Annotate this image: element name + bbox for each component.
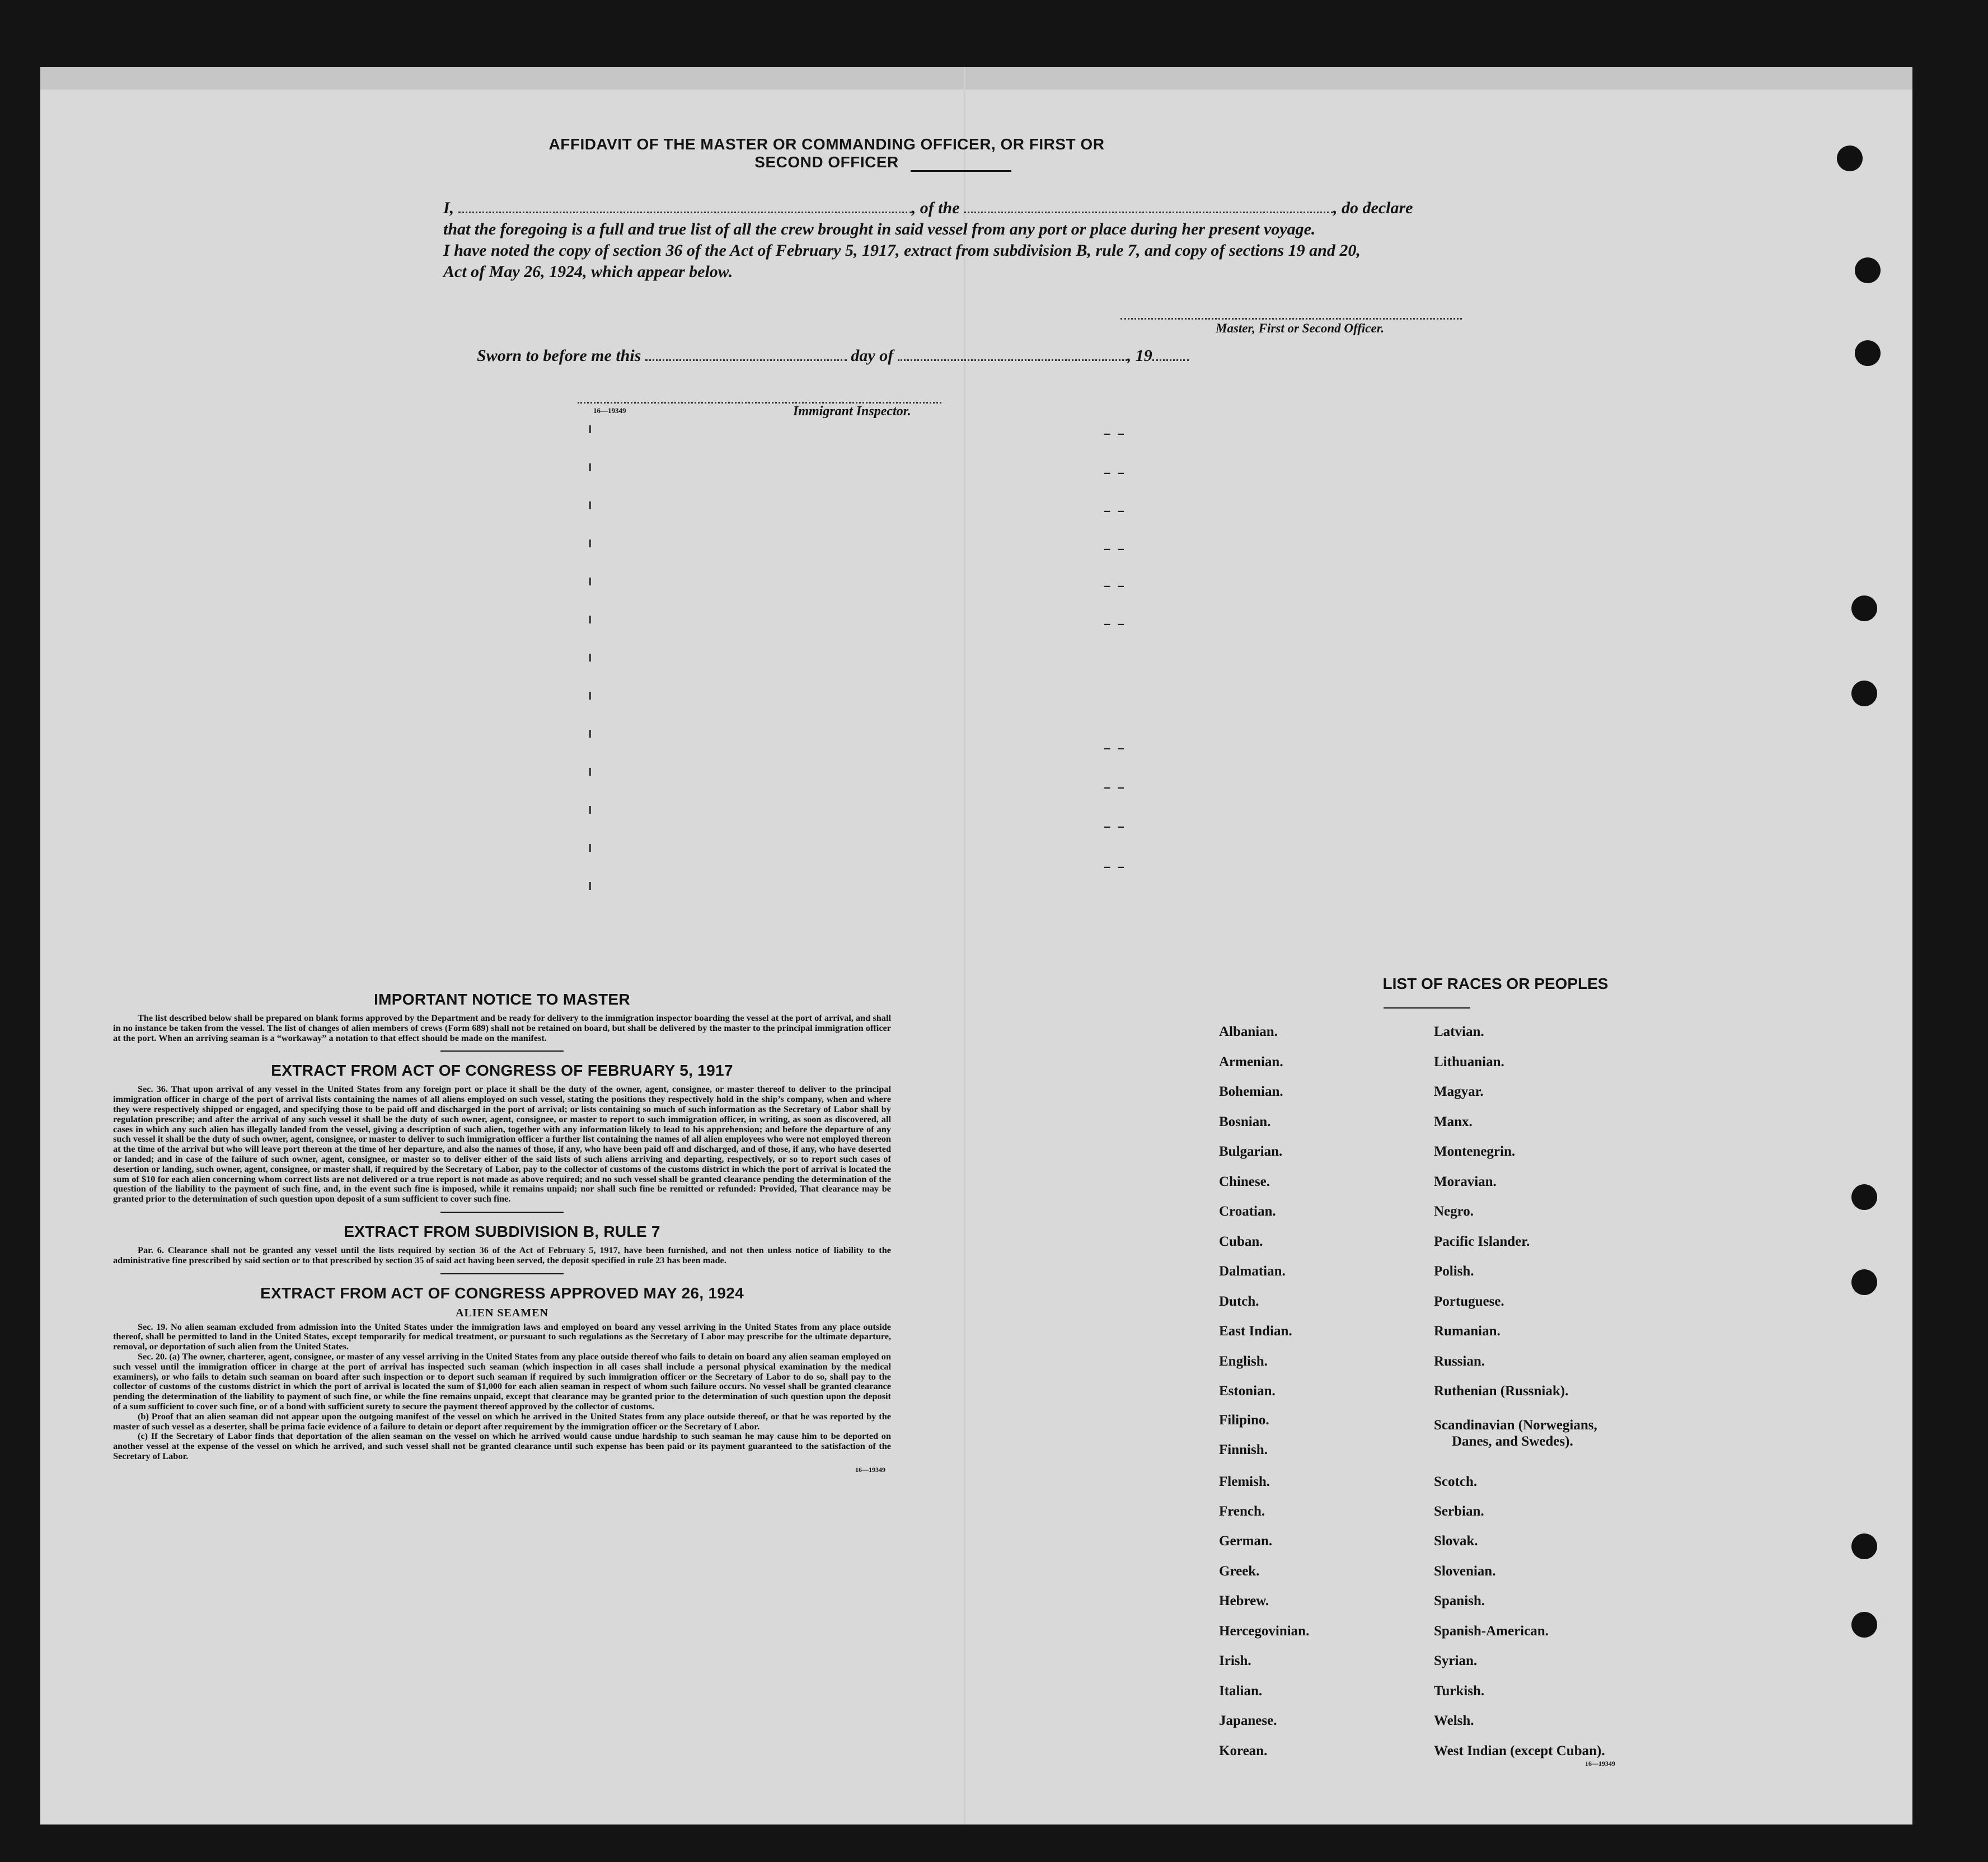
race-item: Polish.: [1434, 1264, 1474, 1279]
bleed-through-dash: – –: [1104, 466, 1124, 480]
race-item: Slovenian.: [1434, 1564, 1496, 1579]
race-item: Rumanian.: [1434, 1324, 1501, 1339]
race-item: Armenian.: [1219, 1054, 1283, 1070]
extract-1924-heading: EXTRACT FROM ACT OF CONGRESS APPROVED MAY 26, 1924: [260, 1284, 744, 1302]
race-item: Filipino.: [1219, 1413, 1269, 1428]
extract-1917-text: Sec. 36. That upon arrival of any vessel in the United States from any foreign port or place it shall be the duty of the owner, agent, consignee, or master thereof to deliver to the principal immigration officer in charge of the port of arrival lists containing the names of all aliens employed on such vessel, stating the positions they respectively hold in the ship’s company, when and where they were respectively shipped or engaged, and specifying those to be paid off and discharged in the port of arrival; or lists containing so much of such information as the Secretary of Labor shall by regulation prescribe; and after the arrival of any such vessel it shall be the duty of such owner, agent, consignee, or master to report to such immigration officer, in writing, as soon as discovered, all cases in which any such alien has illegally landed from the vessel, giving a description of such alien, together with any information likely to lead to his apprehension; and before the departure of any such vessel it shall be the duty of such owner, agent, consignee, or master to deliver to such immigration officer a further list containing the names of all alien employees who were not employed thereon at the time of the arrival but who will leave port thereon at the time of her departure, and also the names of those, if any, who have been paid off and discharged, and of those, if any, who have deserted or landed; and in case of the failure of such owner, agent, consignee, or master so to deliver either of the said lists of such aliens arriving and departing, respectively, or so to report such cases of desertion or landing, such owner, agent, consignee, or master shall, if required by the Secretary of Labor, pay to the collector of customs of the customs district in which the port of arrival is located the sum of $10 for each alien concerning whom correct lists are not delivered or a true report is not made as above required; and no such vessel shall be granted clearance pending the determination of the question of the liability to the payment of such fine, and, in the event such fine is imposed, while it remains unpaid; nor shall such fine be remitted or refunded: Provided, That clearance may be granted prior to the determination of such question upon deposit of a sum sufficient to cover such fine.: [113, 1084, 891, 1204]
binder-hole: [1851, 681, 1877, 706]
race-item: Bohemian.: [1219, 1084, 1283, 1099]
bleed-through-dash: – –: [1104, 504, 1124, 518]
section-20a-text: Sec. 20. (a) The owner, charterer, agent, consignee, or master of any vessel arriving in the United States from any place outside thereof who fails to detain on board any alien seaman employed on such vessel until the immigration officer in charge at the port of arrival has inspected such seaman (which inspection in all cases shall include a personal physical examination by the medical examiners), or who fails to detain such seaman on board after such inspection or to deport such seaman if required by such immigration officer or the Secretary of Labor to do so, shall pay to the collector of customs of the customs district in which the port of arrival is located the sum of $1,000 for each alien seaman in respect of whom such failure occurs. No vessel shall be granted clearance pending the determination of the liability to payment of such fine, or while the fine remains unpaid, except that clearance may be granted prior to the determination of such question upon the deposit of a sum sufficient to cover such fine, or of a bond with sufficient surety to secure the payment thereof approved by the collector of customs.: [113, 1350, 891, 1411]
race-item: Spanish.: [1434, 1593, 1485, 1608]
bleed-through-dash: – –: [1104, 741, 1124, 755]
bleed-through-dash: – –: [1104, 542, 1124, 556]
race-item: Scotch.: [1434, 1474, 1478, 1489]
race-item: Pacific Islander.: [1434, 1234, 1530, 1249]
title-underline: [911, 170, 1011, 172]
race-item: Finnish.: [1219, 1442, 1268, 1457]
bleed-through-dash: – –: [1104, 426, 1124, 440]
binder-hole: [1851, 1184, 1877, 1210]
legal-text-column: [113, 991, 891, 1474]
binder-hole: [1851, 1269, 1877, 1295]
extract-rule7-heading: EXTRACT FROM SUBDIVISION B, RULE 7: [344, 1222, 660, 1240]
sworn-year-label: , 19: [1127, 346, 1152, 365]
extract-rule7-text: Par. 6. Clearance shall not be granted any vessel until the lists required by section 36 of the Act of February 5, 1917, have been furnished, and not then unless notice of liability to the administrative fine prescribed by said section or to that prescribed by section 35 of said act having been served, the deposit specified in rule 23 has been made.: [113, 1244, 891, 1265]
race-item: Korean.: [1219, 1743, 1268, 1758]
race-item: Syrian.: [1434, 1653, 1478, 1668]
affidavit-title: AFFIDAVIT OF THE MASTER OR COMMANDING OFFICER, OR FIRST OR SECOND OFFICER: [548, 135, 1105, 171]
declarant-name-field[interactable]: [458, 197, 912, 213]
race-item: Russian.: [1434, 1354, 1485, 1369]
declaration-line-2: that the foregoing is a full and true list of all the crew brought in said vessel from any port or place during her present voyage.: [443, 220, 1316, 238]
section-20c-text: (c) If the Secretary of Labor finds that deportation of the alien seaman on the vessel on which he arrived would cause undue hardship to such seaman he may cause him to be deported on another vessel at the expense of the vessel on which he arrived, and such vessel shall not be granted clearance until such expense has been paid or its payment guaranteed to the satisfaction of the Secretary of Labor.: [113, 1430, 891, 1461]
race-item: Dutch.: [1219, 1294, 1259, 1309]
sworn-year-field[interactable]: [1152, 345, 1189, 361]
declaration-line-1: [443, 197, 1523, 219]
race-item: Latvian.: [1434, 1024, 1484, 1039]
bleed-through-dash: – –: [1104, 579, 1124, 593]
race-item: Croatian.: [1219, 1204, 1276, 1219]
of-the-label: , of the: [911, 199, 960, 217]
sworn-day-field[interactable]: [645, 345, 847, 361]
race-item: West Indian (except Cuban).: [1434, 1743, 1605, 1758]
bleed-through-dash: – –: [1104, 819, 1124, 833]
sworn-prefix: Sworn to before me this: [477, 346, 641, 365]
vessel-name-field[interactable]: [964, 197, 1333, 213]
section-separator: [440, 1273, 564, 1274]
declaration-line-4: Act of May 26, 1924, which appear below.: [443, 262, 733, 281]
bleed-through-dash: – –: [1104, 780, 1124, 794]
form-code: 16—19349: [855, 1465, 885, 1474]
race-item: Slovak.: [1434, 1533, 1478, 1549]
binder-hole: [1837, 146, 1863, 171]
race-item: French.: [1219, 1504, 1265, 1519]
race-item: Spanish-American.: [1434, 1624, 1549, 1639]
notice-heading: IMPORTANT NOTICE TO MASTER: [374, 991, 630, 1008]
race-item: Negro.: [1434, 1204, 1474, 1219]
race-item: Turkish.: [1434, 1683, 1485, 1699]
race-item: Danes, and Swedes).: [1452, 1434, 1573, 1449]
race-item: Manx.: [1434, 1114, 1473, 1129]
race-item: Portuguese.: [1434, 1294, 1504, 1309]
form-code: 16—19349: [1585, 1760, 1615, 1767]
inspector-signature-field[interactable]: [578, 402, 941, 404]
bleed-through-rule: [589, 425, 591, 895]
race-item: Albanian.: [1219, 1024, 1278, 1039]
race-item: Italian.: [1219, 1683, 1263, 1699]
notice-text: The list described below shall be prepared on blank forms approved by the Department and be ready for delivery to the immigration inspector boarding the vessel at the port of arrival, and shall in no instance be taken from the vessel. The list of changes of alien members of crews (Form 689) shall not be retained on board, but shall be delivered by the master to the principal immigration officer at the port. When an arriving seaman is a “workaway” a notation to that effect should be made on the manifest.: [113, 1012, 891, 1043]
do-declare-label: , do declare: [1333, 199, 1413, 217]
binder-hole: [1855, 257, 1881, 283]
binder-hole: [1851, 1612, 1877, 1638]
race-item: Magyar.: [1434, 1084, 1484, 1099]
race-item: Cuban.: [1219, 1234, 1263, 1249]
binder-hole: [1855, 340, 1881, 366]
race-item: Lithuanian.: [1434, 1054, 1504, 1070]
race-item: Hebrew.: [1219, 1593, 1269, 1608]
race-item: Moravian.: [1434, 1174, 1497, 1189]
affidavit-declaration: [443, 197, 1523, 283]
bleed-through-dash: – –: [1104, 860, 1124, 874]
section-20b-text: (b) Proof that an alien seaman did not appear upon the outgoing manifest of the vessel on which he arrived in the United States from any place outside thereof, or that he was reported by the master of such vessel as a deserter, shall be prima facie evidence of a failure to detain or deport after requirement by the immigration officer or the Secretary of Labor.: [113, 1410, 891, 1432]
race-item: Hercegovinian.: [1219, 1624, 1310, 1639]
sworn-day-of: day of: [851, 346, 894, 365]
race-item: Dalmatian.: [1219, 1264, 1286, 1279]
race-item: Ruthenian (Russniak).: [1434, 1383, 1569, 1399]
sworn-month-field[interactable]: [898, 345, 1127, 361]
race-item: English.: [1219, 1354, 1268, 1369]
bleed-through-dash: – –: [1104, 617, 1124, 631]
race-item: Japanese.: [1219, 1713, 1277, 1728]
race-item: East Indian.: [1219, 1324, 1292, 1339]
page-fold: [964, 67, 965, 1825]
binder-hole: [1851, 595, 1877, 621]
section-separator: [440, 1212, 564, 1213]
extract-1917-heading: EXTRACT FROM ACT OF CONGRESS OF FEBRUARY 5, 1917: [271, 1062, 733, 1080]
declaration-line-3: I have noted the copy of section 36 of the Act of February 5, 1917, extract from subdivision B, rule 7, and copy of sections 19 and 20,: [443, 241, 1361, 260]
race-item: Chinese.: [1219, 1174, 1270, 1189]
master-signature-field[interactable]: [1120, 318, 1462, 320]
race-item: Greek.: [1219, 1564, 1260, 1579]
sworn-line: [477, 345, 1189, 365]
race-item: Montenegrin.: [1434, 1144, 1516, 1159]
race-item: Bulgarian.: [1219, 1144, 1283, 1159]
race-item: Estonian.: [1219, 1383, 1276, 1399]
races-heading-underline: [1384, 1007, 1470, 1009]
race-item: Welsh.: [1434, 1713, 1474, 1728]
declarant-label: I,: [443, 199, 454, 217]
race-item: German.: [1219, 1533, 1273, 1549]
race-item: Bosnian.: [1219, 1114, 1271, 1129]
race-item: Flemish.: [1219, 1474, 1270, 1489]
race-item: Irish.: [1219, 1653, 1251, 1668]
race-item: Scandinavian (Norwegians,: [1434, 1418, 1597, 1433]
races-heading: LIST OF RACES OR PEOPLES: [1382, 975, 1609, 992]
master-signature-label: Master, First or Second Officer.: [1216, 321, 1385, 335]
section-separator: [440, 1050, 564, 1052]
binder-hole: [1851, 1533, 1877, 1559]
top-band: [40, 67, 1912, 90]
section-19-text: Sec. 19. No alien seaman excluded from admission into the United States under the immigration laws and employed on board any vessel arriving in the United States from any place outside thereof, shall be permitted to land in the United States, except temporarily for medical treatment, or pursuant to such regulations as the Secretary of Labor may prescribe for the ultimate departure, removal, or deportation of such alien from the United States.: [113, 1321, 891, 1352]
alien-seamen-subheading: ALIEN SEAMEN: [456, 1306, 548, 1319]
manifest-sheet: [40, 67, 1912, 1825]
race-item: Serbian.: [1434, 1504, 1484, 1519]
form-code: 16—19349: [593, 406, 626, 415]
inspector-label: Immigrant Inspector.: [793, 404, 911, 419]
